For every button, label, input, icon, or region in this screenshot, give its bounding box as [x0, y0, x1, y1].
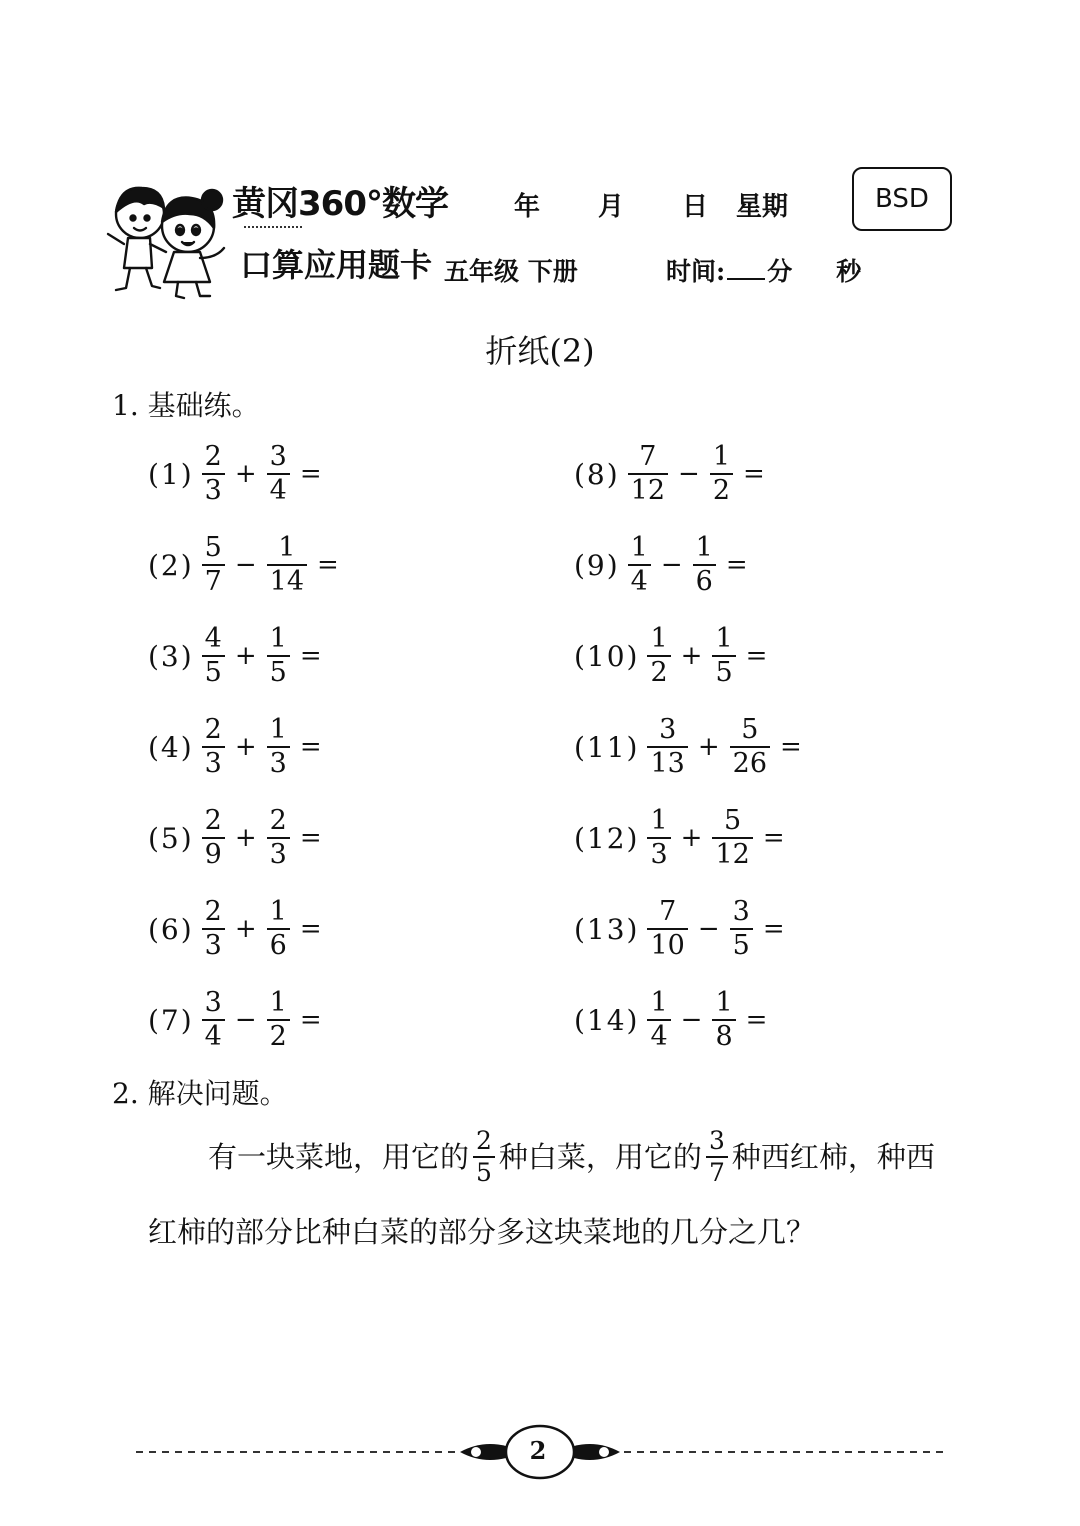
operator: + — [234, 641, 257, 671]
numerator: 1 — [278, 531, 296, 563]
operator: + — [234, 823, 257, 853]
problem-row — [574, 525, 808, 605]
denominator: 3 — [267, 837, 290, 869]
numerator: 2 — [204, 895, 222, 927]
month-label: 月 — [598, 192, 625, 222]
denominator: 6 — [693, 564, 716, 596]
equals-sign: = — [745, 641, 768, 671]
denominator: 12 — [712, 837, 752, 869]
minute-label: 分 — [767, 257, 793, 286]
denominator: 3 — [202, 928, 225, 960]
operator: + — [234, 914, 257, 944]
fraction — [730, 713, 770, 779]
fraction — [628, 531, 651, 597]
numerator: 3 — [269, 440, 287, 472]
denominator: 12 — [628, 473, 668, 505]
fraction — [202, 895, 225, 961]
equals-sign: = — [299, 459, 322, 489]
time-label: 时间: — [666, 257, 726, 286]
brand-subtitle: 口算应用题卡 — [240, 246, 433, 284]
problem-number: (5) — [148, 821, 194, 855]
word-problem-text: 有一块菜地，用它的 — [208, 1139, 470, 1174]
problem-row — [148, 616, 345, 696]
operator: − — [234, 1005, 257, 1035]
fraction — [267, 531, 307, 597]
numerator: 5 — [204, 531, 222, 563]
numerator: 2 — [476, 1126, 492, 1155]
numerator: 1 — [650, 804, 668, 836]
problem-number: (7) — [148, 1003, 194, 1037]
page-number: 2 — [529, 1436, 547, 1465]
fraction — [712, 986, 735, 1052]
equals-sign: = — [299, 823, 322, 853]
fraction — [647, 895, 687, 961]
denominator: 14 — [267, 564, 307, 596]
fraction — [647, 622, 670, 688]
problem-number: (10) — [574, 639, 640, 673]
fraction — [202, 440, 225, 506]
denominator: 6 — [267, 928, 290, 960]
brand-title: 黄冈360°数学 — [232, 184, 448, 224]
equals-sign: = — [299, 1005, 322, 1035]
denominator: 4 — [267, 473, 290, 505]
numerator: 1 — [715, 986, 733, 1018]
numerator: 1 — [630, 531, 648, 563]
numerator: 2 — [204, 713, 222, 745]
problem-number: (14) — [574, 1003, 640, 1037]
problem-row — [148, 525, 345, 605]
problem-column-left — [148, 434, 345, 1071]
problem-row — [574, 889, 808, 969]
problem-number: (8) — [574, 457, 620, 491]
denominator: 2 — [267, 1019, 290, 1051]
weekday-label: 星期 — [736, 192, 789, 222]
numerator: 5 — [741, 713, 759, 745]
denominator: 5 — [712, 655, 735, 687]
section1-heading: 1. 基础练。 — [112, 389, 260, 422]
fraction — [730, 895, 753, 961]
problem-number: (6) — [148, 912, 194, 946]
fraction — [628, 440, 668, 506]
equals-sign: = — [762, 914, 785, 944]
equals-sign: = — [743, 459, 765, 489]
numerator: 1 — [269, 713, 287, 745]
operator: + — [697, 732, 720, 762]
numerator: 3 — [204, 986, 222, 1018]
fraction — [647, 713, 687, 779]
problem-row — [148, 707, 345, 787]
brand-divider — [244, 226, 302, 228]
operator: + — [680, 641, 703, 671]
numerator: 1 — [269, 622, 287, 654]
fraction — [267, 713, 290, 779]
fraction — [202, 531, 225, 597]
problem-number: (3) — [148, 639, 194, 673]
edition-badge: BSD — [852, 167, 952, 231]
problem-row — [574, 798, 808, 878]
numerator: 5 — [724, 804, 742, 836]
denominator: 4 — [628, 564, 651, 596]
mascot-kids-icon — [100, 178, 235, 303]
denominator: 8 — [712, 1019, 735, 1051]
grade-label: 五年级 下册 — [444, 257, 578, 286]
equals-sign: = — [299, 641, 322, 671]
denominator: 4 — [647, 1019, 670, 1051]
denominator: 4 — [202, 1019, 225, 1051]
numerator: 1 — [269, 986, 287, 1018]
fraction — [706, 1128, 728, 1187]
fraction — [202, 986, 225, 1052]
problem-row — [574, 707, 808, 787]
word-problem-line2: 红柿的部分比种白菜的部分多这块菜地的几分之几？ — [148, 1215, 816, 1249]
problem-row — [574, 980, 808, 1060]
denominator: 3 — [647, 837, 670, 869]
problem-number: (12) — [574, 821, 640, 855]
fraction — [647, 804, 670, 870]
time-row — [666, 252, 861, 288]
problem-row — [148, 434, 345, 514]
problem-number: (11) — [574, 730, 640, 764]
operator: − — [697, 914, 720, 944]
fraction — [712, 622, 735, 688]
denominator: 3 — [202, 746, 225, 778]
fraction — [267, 986, 290, 1052]
word-problem-text: 种白菜，用它的 — [498, 1139, 702, 1174]
numerator: 1 — [712, 440, 731, 472]
problem-number: (1) — [148, 457, 194, 491]
section2-heading: 2. 解决问题。 — [112, 1077, 288, 1110]
problem-row — [148, 980, 345, 1060]
problem-number: (13) — [574, 912, 640, 946]
fraction — [712, 804, 752, 870]
denominator: 26 — [730, 746, 770, 778]
fraction — [202, 622, 225, 688]
fraction — [647, 986, 670, 1052]
problem-number: (4) — [148, 730, 194, 764]
denominator: 2 — [710, 473, 733, 505]
numerator: 2 — [269, 804, 287, 836]
denominator: 5 — [473, 1156, 495, 1186]
problem-row — [574, 434, 808, 514]
numerator: 1 — [650, 986, 668, 1018]
fraction — [267, 440, 290, 506]
equals-sign: = — [317, 550, 339, 580]
denominator: 9 — [202, 837, 225, 869]
day-label: 日 — [682, 192, 709, 222]
denominator: 7 — [706, 1156, 728, 1186]
second-label: 秒 — [836, 257, 862, 286]
numerator: 1 — [650, 622, 668, 654]
equals-sign: = — [780, 732, 802, 762]
numerator: 1 — [695, 531, 713, 563]
word-problem-line1 — [208, 1128, 1028, 1187]
fraction — [693, 531, 716, 597]
operator: + — [680, 823, 703, 853]
denominator: 3 — [202, 473, 225, 505]
operator: − — [234, 550, 257, 580]
equals-sign: = — [299, 732, 322, 762]
denominator: 3 — [267, 746, 290, 778]
numerator: 2 — [204, 440, 222, 472]
numerator: 3 — [732, 895, 750, 927]
minute-blank — [727, 256, 765, 280]
operator: − — [680, 1005, 703, 1035]
numerator: 3 — [659, 713, 677, 745]
problem-number: (2) — [148, 548, 194, 582]
equals-sign: = — [762, 823, 785, 853]
fraction — [473, 1128, 495, 1187]
fraction — [202, 804, 225, 870]
operator: − — [660, 550, 683, 580]
equals-sign: = — [745, 1005, 768, 1035]
numerator: 3 — [708, 1126, 725, 1155]
operator: + — [234, 459, 257, 489]
denominator: 7 — [202, 564, 225, 596]
denominator: 13 — [647, 746, 687, 778]
problem-row — [574, 616, 808, 696]
operator: − — [678, 459, 700, 489]
numerator: 1 — [715, 622, 733, 654]
numerator: 7 — [659, 895, 677, 927]
fraction — [202, 713, 225, 779]
numerator: 4 — [204, 622, 222, 654]
equals-sign: = — [299, 914, 322, 944]
denominator: 5 — [730, 928, 753, 960]
problem-row — [148, 889, 345, 969]
word-problem-text: 种西红柿，种西 — [731, 1139, 935, 1174]
lesson-title: 折纸(2) — [485, 332, 595, 370]
year-label: 年 — [514, 192, 541, 222]
fraction — [267, 895, 290, 961]
numerator: 2 — [204, 804, 222, 836]
denominator: 2 — [647, 655, 670, 687]
equals-sign: = — [725, 550, 748, 580]
fraction — [267, 622, 290, 688]
problem-number: (9) — [574, 548, 620, 582]
problem-column-right — [574, 434, 808, 1071]
denominator: 5 — [202, 655, 225, 687]
numerator: 1 — [269, 895, 287, 927]
numerator: 7 — [639, 440, 657, 472]
fraction — [267, 804, 290, 870]
denominator: 10 — [647, 928, 687, 960]
operator: + — [234, 732, 257, 762]
fraction — [710, 440, 733, 506]
problem-row — [148, 798, 345, 878]
denominator: 5 — [267, 655, 290, 687]
